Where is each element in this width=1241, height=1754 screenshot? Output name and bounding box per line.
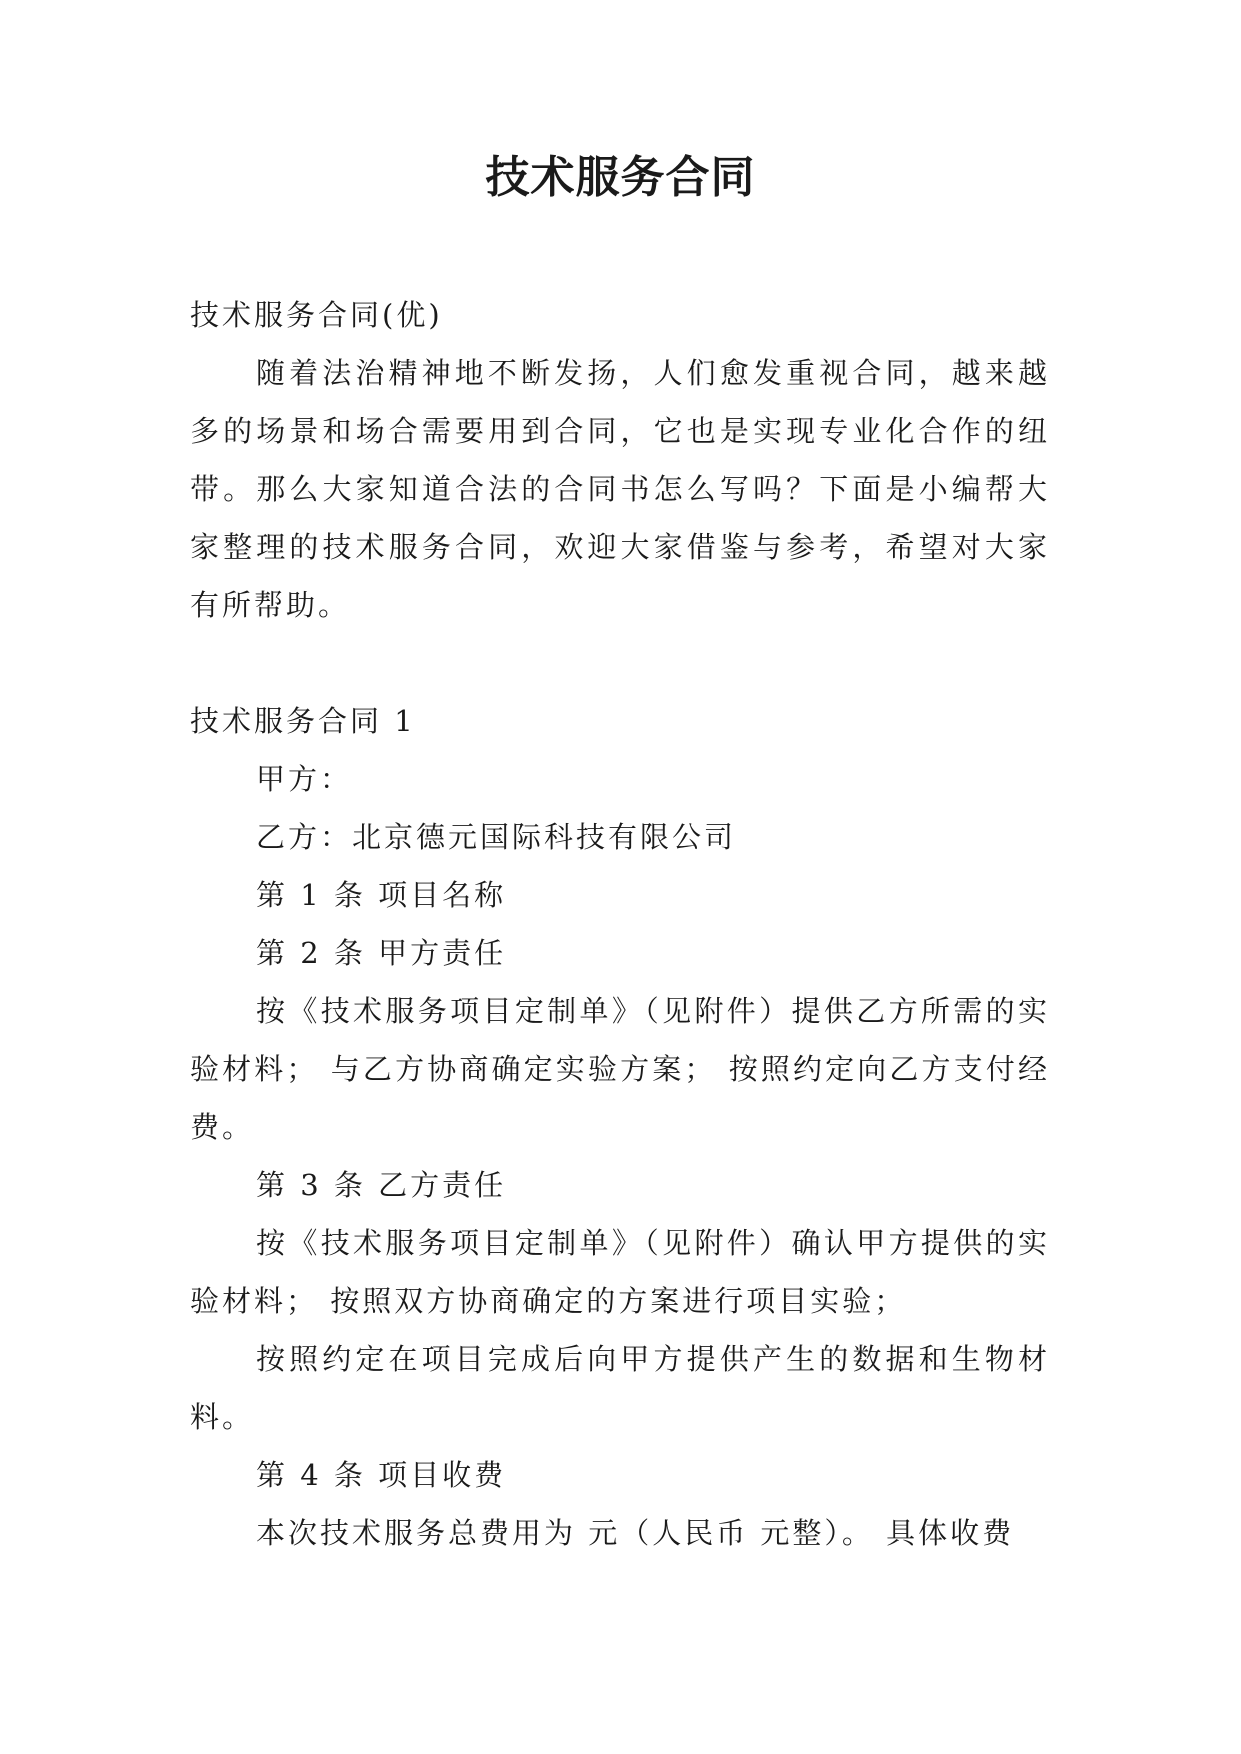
article-1-heading: 第 1 条 项目名称 — [256, 878, 507, 912]
intro-paragraph: 随着法治精神地不断发扬，人们愈发重视合同，越来越多的场景和场合需要用到合同，它也是实现专业化合作的纽带。那么大家知道合法的合同书怎么写吗？下面是小编帮大家整理的技术服务合同，欢迎大家借鉴与参考，希望对大家有所帮助。 — [190, 356, 1050, 622]
document-body — [190, 286, 1050, 1562]
document-subtitle: 技术服务合同(优) — [190, 298, 443, 332]
article-2-body: 按《技术服务项目定制单》（见附件）提供乙方所需的实验材料； 与乙方协商确定实验方案； 按照约定向乙方支付经费。 — [190, 994, 1050, 1144]
paragraph-spacer — [190, 634, 1050, 692]
article-2-heading: 第 2 条 甲方责任 — [256, 936, 507, 970]
article-3-body-1: 按《技术服务项目定制单》（见附件）确认甲方提供的实验材料； 按照双方协商确定的方案进行项目实验； — [190, 1226, 1050, 1318]
article-3-body-2: 按照约定在项目完成后向甲方提供产生的数据和生物材料。 — [190, 1342, 1050, 1434]
article-4-heading: 第 4 条 项目收费 — [256, 1458, 507, 1492]
party-b-line: 乙方：北京德元国际科技有限公司 — [256, 820, 737, 854]
section-title: 技术服务合同 1 — [190, 704, 416, 738]
document-title: 技术服务合同 — [485, 152, 756, 203]
article-4-body: 本次技术服务总费用为 元（人民币 元整）。 具体收费 — [256, 1516, 1015, 1550]
article-3-heading: 第 3 条 乙方责任 — [256, 1168, 507, 1202]
party-a-line: 甲方： — [256, 762, 353, 796]
